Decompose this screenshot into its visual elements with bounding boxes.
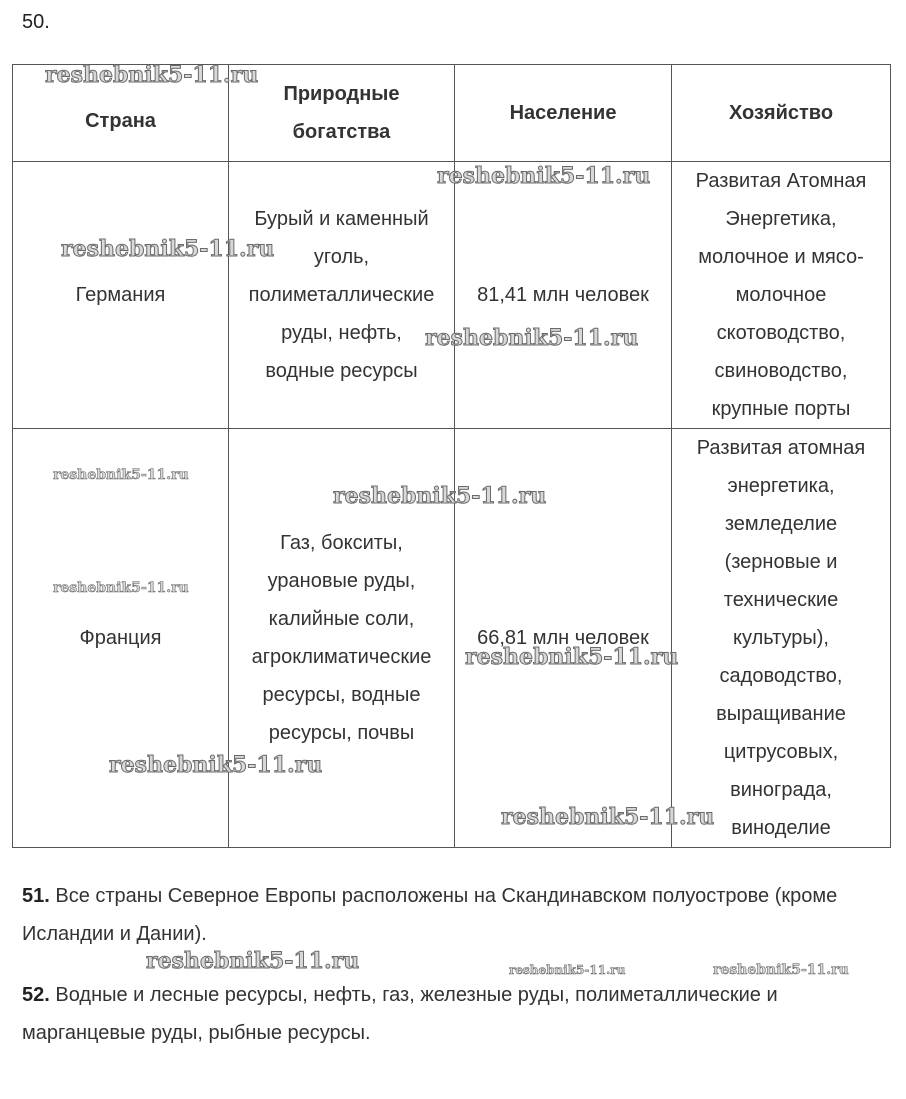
- watermark: reshebnik5-11.ru: [53, 580, 189, 596]
- header-economy: [672, 65, 891, 162]
- watermark: reshebnik5-11.ru: [146, 948, 360, 974]
- header-economy-label: Хозяйство: [728, 102, 834, 124]
- watermark: reshebnik5-11.ru: [333, 483, 547, 509]
- header-country-label: Страна: [85, 110, 156, 132]
- watermark: reshebnik5-11.ru: [61, 236, 275, 262]
- cell-country: [13, 162, 229, 429]
- answer-52: [22, 976, 882, 1052]
- answer-number: 52.: [22, 984, 50, 1006]
- watermark: reshebnik5-11.ru: [45, 62, 259, 88]
- economy-line: садоводство,: [719, 665, 843, 687]
- economy-line: энергетика,: [727, 475, 835, 497]
- answer-51: [22, 877, 882, 953]
- watermark: reshebnik5-11.ru: [501, 804, 715, 830]
- economy-line: Развитая атомная: [696, 437, 866, 459]
- country-name: Франция: [79, 627, 162, 649]
- watermark: reshebnik5-11.ru: [109, 752, 323, 778]
- economy-line: крупные порты: [711, 398, 851, 420]
- economy-line: Развитая Атомная: [695, 170, 867, 192]
- economy-line: выращивание: [716, 703, 846, 725]
- table-row: [13, 162, 891, 429]
- header-country: [13, 65, 229, 162]
- header-resources: [229, 65, 455, 162]
- economy-line: скотоводство,: [716, 322, 846, 344]
- economy-line: (зерновые и: [724, 551, 838, 573]
- resources-line: водные ресурсы: [265, 360, 418, 382]
- task-number: 50.: [22, 11, 50, 33]
- economy-line: цитрусовых,: [723, 741, 839, 763]
- resources-line: полиметаллические: [248, 284, 435, 306]
- header-resources-line2: богатства: [292, 121, 391, 143]
- cell-population: [455, 162, 672, 429]
- economy-line: Энергетика,: [725, 208, 837, 230]
- header-population: [455, 65, 672, 162]
- cell-resources: [229, 162, 455, 429]
- watermark: reshebnik5-11.ru: [425, 325, 639, 351]
- header-resources-line1: Природные: [283, 83, 400, 105]
- economy-line: свиноводство,: [714, 360, 848, 382]
- economy-line: виноделие: [731, 817, 831, 839]
- economy-line: молочное: [735, 284, 827, 306]
- answers-section: [22, 877, 882, 1052]
- resources-line: урановые руды,: [267, 570, 416, 592]
- cell-economy: [672, 429, 891, 848]
- watermark: reshebnik5-11.ru: [465, 644, 679, 670]
- watermark: reshebnik5-11.ru: [509, 963, 626, 977]
- country-name: Германия: [75, 284, 166, 306]
- economy-line: молочное и мясо-: [698, 246, 864, 268]
- resources-line: Бурый и каменный: [254, 208, 429, 230]
- population-value: 81,41 млн человек: [477, 284, 649, 306]
- resources-line: ресурсы, почвы: [268, 722, 415, 744]
- cell-economy: [672, 162, 891, 429]
- cell-population: [455, 429, 672, 848]
- watermark: reshebnik5-11.ru: [437, 163, 651, 189]
- cell-country: [13, 429, 229, 848]
- answer-text: Все страны Северное Европы расположены на Скандинавском полуострове (кроме Исландии и Дании).: [22, 885, 838, 945]
- resources-line: ресурсы, водные: [262, 684, 421, 706]
- economy-line: винограда,: [730, 779, 832, 801]
- resources-line: агроклиматические: [251, 646, 432, 668]
- table-row: [13, 429, 891, 848]
- economy-line: технические: [723, 589, 839, 611]
- economy-line: культуры),: [733, 627, 829, 649]
- population-value: 66,81 млн человек: [477, 627, 649, 649]
- watermark: reshebnik5-11.ru: [53, 467, 189, 483]
- country-comparison-table: [12, 64, 891, 848]
- watermark: reshebnik5-11.ru: [713, 962, 849, 978]
- table-header-row: [13, 65, 891, 162]
- header-population-label: Население: [509, 102, 617, 124]
- economy-line: земледелие: [724, 513, 838, 535]
- resources-line: уголь,: [313, 246, 370, 268]
- resources-line: калийные соли,: [268, 608, 415, 630]
- resources-line: Газ, бокситы,: [280, 532, 403, 554]
- answer-number: 51.: [22, 885, 50, 907]
- resources-line: руды, нефть,: [281, 322, 402, 344]
- cell-resources: [229, 429, 455, 848]
- answer-text: Водные и лесные ресурсы, нефть, газ, железные руды, полиметаллические и марганцевые руды, рыбные ресурсы.: [22, 984, 778, 1044]
